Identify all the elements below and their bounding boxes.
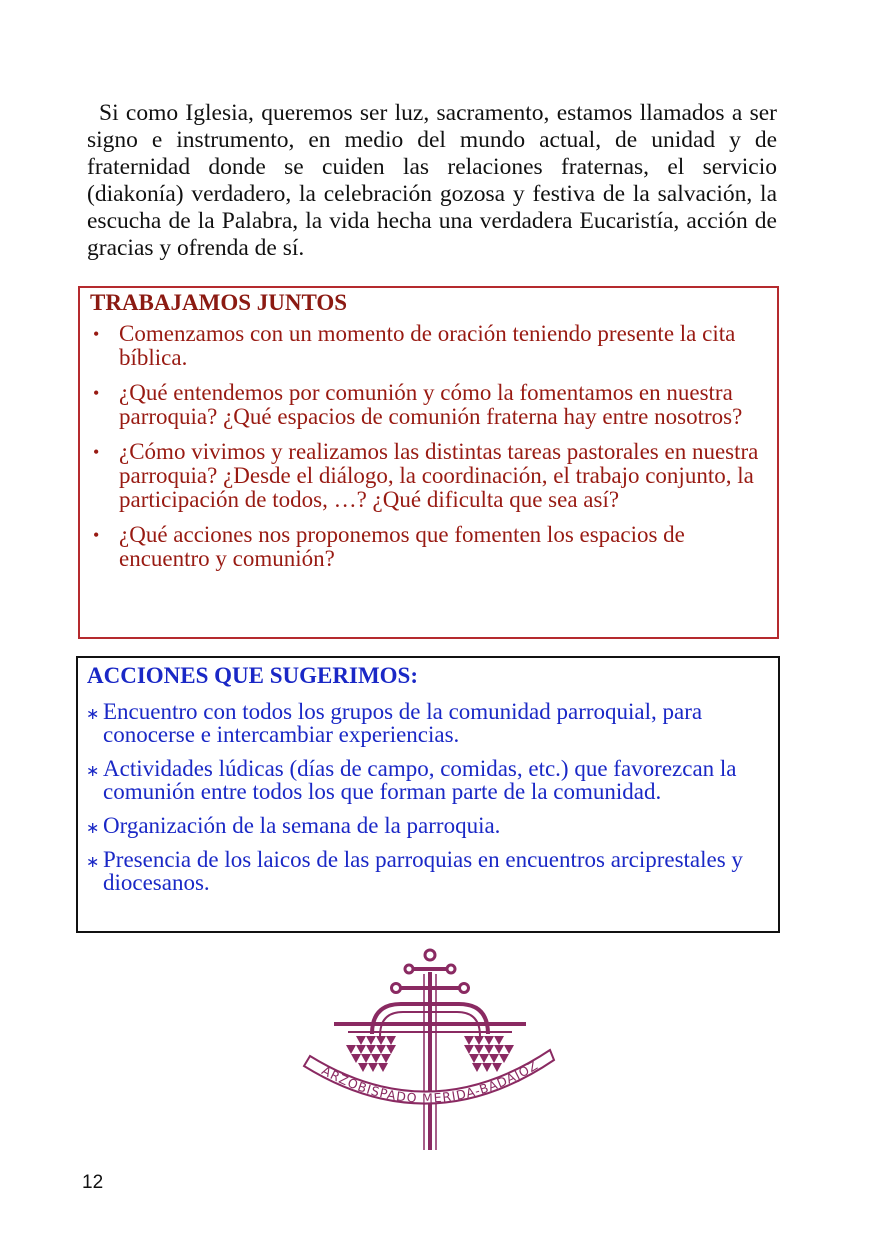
list-item-text: Comenzamos con un momento de oración teniendo presente la cita bíblica.	[119, 321, 736, 370]
list-item	[86, 814, 766, 837]
list-item-text: Encuentro con todos los grupos de la comunidad parroquial, para conocerse e intercambiar experiencias.	[103, 699, 703, 747]
list-item	[86, 700, 766, 746]
bullet-icon: •	[93, 442, 100, 462]
acciones-sugerimos-box	[76, 656, 780, 933]
list-item-text: ¿Qué acciones nos proponemos que fomenten los espacios de encuentro y comunión?	[119, 522, 685, 571]
list-item-text: Actividades lúdicas (días de campo, comidas, etc.) que favorezcan la comunión entre todos los que forman parte de la comunidad.	[103, 756, 737, 804]
list-item	[90, 322, 760, 370]
list-item-text: Organización de la semana de la parroquia.	[103, 813, 501, 838]
logo-banner-text: ARZOBISPADO MÉRIDA-BADAJOZ	[319, 1057, 541, 1106]
trabajamos-juntos-box	[78, 286, 779, 639]
list-item	[90, 523, 760, 571]
list-item	[86, 848, 766, 894]
intro-paragraph: Si como Iglesia, queremos ser luz, sacramento, estamos llamados a ser signo e instrumento, en medio del mundo actual, de unidad y de fraternidad donde se cuiden las relaciones fraternas, el servicio (diakonía) verdadero, la celebración gozosa y festiva de la salvación, la escucha de la Palabra, la vida hecha una verdadera Eucaristía, acción de gracias y ofrenda de sí.	[87, 100, 777, 261]
asterisk-icon: ∗	[86, 704, 100, 723]
bullet-icon: •	[93, 525, 100, 545]
list-item	[90, 440, 760, 512]
asterisk-icon: ∗	[86, 818, 100, 837]
list-item-text: ¿Cómo vivimos y realizamos las distintas tareas pastorales en nuestra parroquia? ¿Desde el diálogo, la coordinación, el trabajo conjunto, la participación de todos, …? ¿Qué dificulta que sea así?	[119, 439, 759, 512]
asterisk-icon: ∗	[86, 852, 100, 871]
asterisk-icon: ∗	[86, 761, 100, 780]
page-number: 12	[82, 1172, 104, 1193]
bullet-icon: •	[93, 324, 100, 344]
trabajamos-juntos-list	[90, 322, 760, 582]
trabajamos-juntos-title: TRABAJAMOS JUNTOS	[90, 290, 348, 315]
list-item-text: Presencia de los laicos de las parroquias en encuentros arciprestales y diocesanos.	[103, 847, 743, 895]
acciones-sugerimos-title: ACCIONES QUE SUGERIMOS:	[87, 663, 418, 688]
list-item	[86, 757, 766, 803]
acciones-sugerimos-list	[86, 700, 766, 905]
bullet-icon: •	[93, 383, 100, 403]
list-item	[90, 381, 760, 429]
archdiocese-logo	[300, 944, 560, 1154]
list-item-text: ¿Qué entendemos por comunión y cómo la fomentamos en nuestra parroquia? ¿Qué espacios de comunión fraterna hay entre nosotros?	[119, 380, 743, 429]
